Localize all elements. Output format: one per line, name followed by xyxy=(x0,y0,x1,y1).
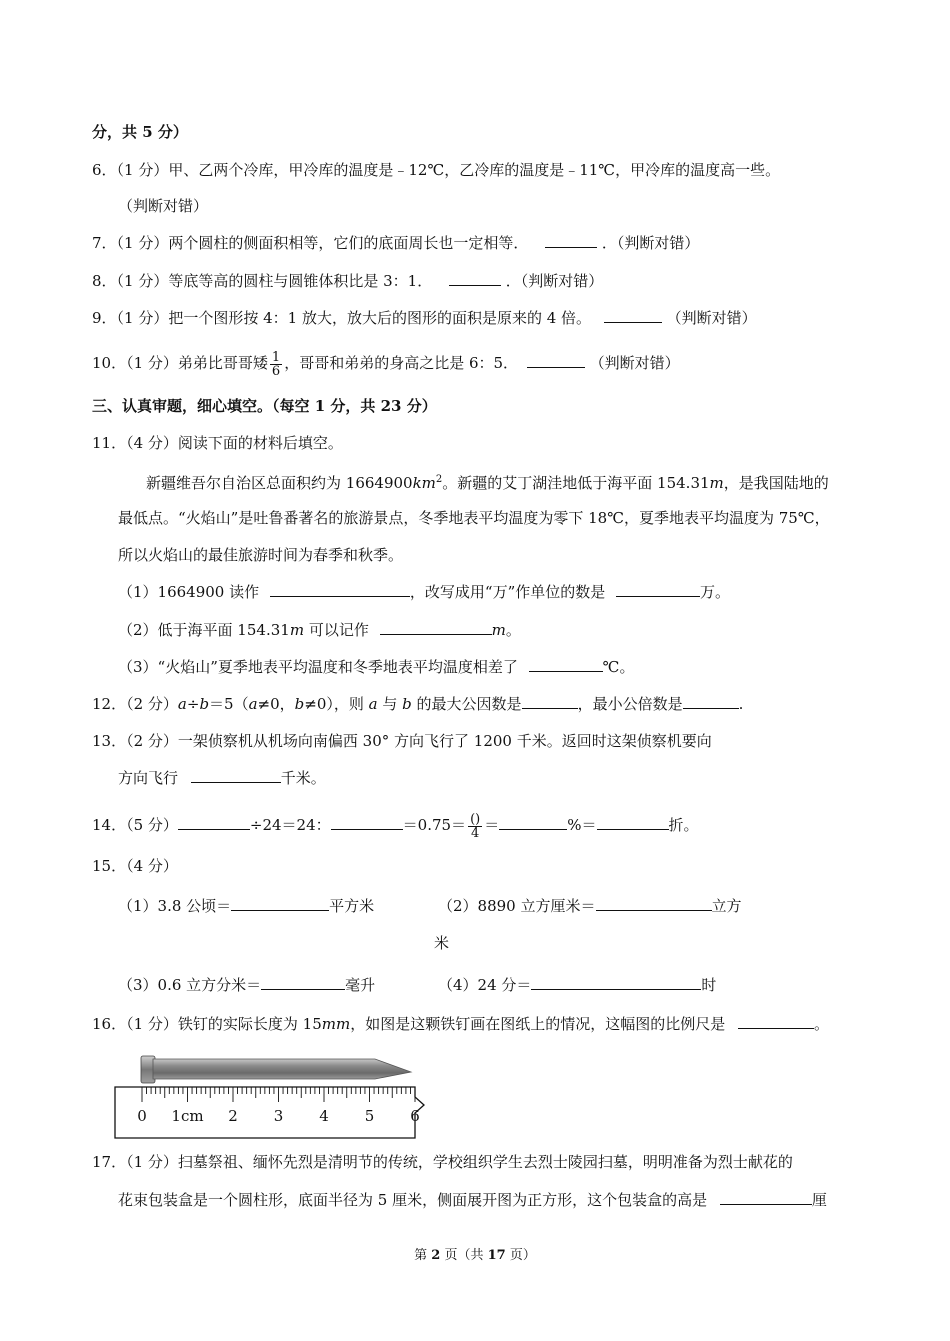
q14-eq: ＝ xyxy=(484,816,500,834)
q13-blank[interactable] xyxy=(191,768,281,783)
q11-2-text-2: 可以记作 xyxy=(304,621,369,639)
q12-and: 与 xyxy=(377,695,403,713)
q9-judge: （判断对错） xyxy=(666,309,757,327)
section-3-heading: 三、认真审题，细心填空。（每空 1 分，共 23 分） xyxy=(92,397,437,415)
q12-then: ≠0），则 xyxy=(304,695,369,713)
q15-4-blank[interactable] xyxy=(531,975,701,990)
page-total: 17 xyxy=(487,1248,506,1263)
q12-gcd-text: 的最大公因数是 xyxy=(411,695,522,713)
page-footer xyxy=(0,1244,950,1263)
ruler-body xyxy=(115,1087,424,1138)
q17-unit: 厘 xyxy=(811,1191,827,1209)
q7-text: 7．（1 分）两个圆柱的侧面积相等，它们的底面周长也一定相等． xyxy=(92,234,529,252)
q11-sub-1 xyxy=(118,582,730,602)
q10-fraction-den: 6 xyxy=(271,363,281,379)
q12-var-b: b xyxy=(199,695,210,713)
q10-text: 10．（1 分）弟弟比哥哥矮 xyxy=(92,354,268,372)
q12-lcm-text: ，最小公倍数是 xyxy=(577,695,683,713)
q12-label: 12．（2 分） xyxy=(92,695,178,713)
question-6: 6．（1 分）甲、乙两个冷库，甲冷库的温度是﹣12℃，乙冷库的温度是﹣11℃，甲冷库的温度高一些。 xyxy=(92,161,781,179)
q12-lcm-blank[interactable] xyxy=(683,694,739,709)
q15-1-unit: 平方米 xyxy=(329,897,375,915)
q16-text: 16．（1 分）铁钉的实际长度为 15 xyxy=(92,1015,322,1033)
q15-2-blank[interactable] xyxy=(596,896,712,911)
passage-text-3: ，是我国陆地的 xyxy=(723,474,829,492)
q10-fraction-num: 1 xyxy=(271,349,281,365)
q7-answer-blank[interactable] xyxy=(545,233,597,248)
q12-var-b3: b xyxy=(402,695,412,713)
q12-end: . xyxy=(738,695,744,713)
page-number: 2 xyxy=(431,1248,441,1263)
q16-blank[interactable] xyxy=(738,1014,814,1029)
question-14 xyxy=(92,811,699,840)
passage-line-1 xyxy=(146,470,829,493)
q8-answer-blank[interactable] xyxy=(449,271,501,286)
ruler-label: 3 xyxy=(273,1107,284,1125)
q14-discount: 折。 xyxy=(668,816,699,834)
q14-blank-2[interactable] xyxy=(331,815,403,830)
question-8 xyxy=(92,271,603,291)
q15-sub-4 xyxy=(438,975,716,995)
passage-line-3: 所以火焰山的最佳旅游时间为春季和秋季。 xyxy=(118,546,404,564)
q14-label: 14．（5 分） xyxy=(92,816,178,834)
ruler-label: 5 xyxy=(364,1107,375,1125)
ruler-label: 4 xyxy=(319,1107,329,1125)
q12-var-a2: a xyxy=(248,695,258,713)
q15-2-unit: 立方 xyxy=(711,897,742,915)
unit-exponent: 2 xyxy=(435,474,443,485)
q14-fraction-num: () xyxy=(470,811,481,827)
ruler-label: 6 xyxy=(410,1107,420,1125)
q16-text-2: ，如图是这颗铁钉画在图纸上的情况，这幅图的比例尺是 xyxy=(350,1015,726,1033)
q8-text: 8．（1 分）等底等高的圆柱与圆锥体积比是 3：1． xyxy=(92,272,433,290)
q11-sub-2 xyxy=(118,620,521,640)
q15-3-blank[interactable] xyxy=(261,975,345,990)
q12-var-a: a xyxy=(177,695,187,713)
q14-fraction-den: 4 xyxy=(471,825,480,841)
q12-var-a3: a xyxy=(368,695,378,713)
q11-2-text: （2）低于海平面 154.31 xyxy=(118,621,290,639)
unit-km: km xyxy=(412,474,436,492)
unit-m: m xyxy=(709,474,724,492)
q15-1-blank[interactable] xyxy=(231,896,329,911)
q8-judge: ．（判断对错） xyxy=(505,272,604,290)
q14-percent: %＝ xyxy=(567,816,597,834)
question-17-line-2 xyxy=(118,1190,827,1210)
q11-3-text: （3）“火焰山”夏季地表平均温度和冬季地表平均温度相差了 xyxy=(118,658,518,676)
question-11: 11．（4 分）阅读下面的材料后填空。 xyxy=(92,434,343,452)
q11-3-unit: ℃。 xyxy=(602,658,635,676)
question-17: 17．（1 分）扫墓祭祖、缅怀先烈是清明节的传统，学校组织学生去烈士陵园扫墓，明明准备为烈士献花的 xyxy=(92,1153,793,1171)
q11-1-text-2: ，改写成用“万”作单位的数是 xyxy=(409,583,606,601)
q14-blank-3[interactable] xyxy=(499,815,567,830)
q11-3-blank[interactable] xyxy=(529,657,603,672)
question-15: 15．（4 分） xyxy=(92,857,178,875)
q11-2-unit: m xyxy=(491,621,506,639)
q14-fraction xyxy=(468,813,482,840)
q10-answer-blank[interactable] xyxy=(527,353,585,368)
footer-pre: 第 xyxy=(414,1248,432,1263)
q10-fraction xyxy=(270,351,282,378)
passage-text-2: 。新疆的艾丁湖洼地低于海平面 154.31 xyxy=(442,474,710,492)
ruler-nail-figure xyxy=(113,1045,433,1140)
question-13-line-2 xyxy=(118,768,326,788)
q11-1-blank-a[interactable] xyxy=(270,582,410,597)
q11-1-text: （1）1664900 读作 xyxy=(118,583,260,601)
q11-2-blank[interactable] xyxy=(380,620,492,635)
passage-text-1: 新疆维吾尔自治区总面积约为 1664900 xyxy=(146,474,413,492)
passage-line-2: 最低点。“火焰山”是吐鲁番著名的旅游景点，冬季地表平均温度为零下 18℃，夏季地表平均温度为 75℃， xyxy=(118,509,830,527)
q15-2-text: （2）8890 立方厘米＝ xyxy=(438,897,596,915)
question-6-judge: （判断对错） xyxy=(118,197,209,215)
q11-sub-3 xyxy=(118,657,634,677)
q16-unit: mm xyxy=(321,1015,351,1033)
q11-1-unit: 万。 xyxy=(700,583,731,601)
q12-div: ÷ xyxy=(186,695,200,713)
q16-end: 。 xyxy=(814,1015,830,1033)
q13-text: 方向飞行 xyxy=(118,769,179,787)
q11-2-unit-m: m xyxy=(289,621,305,639)
ruler-label: 1cm xyxy=(171,1107,204,1125)
q15-1-text: （1）3.8 公顷＝ xyxy=(118,897,232,915)
nail-image xyxy=(141,1056,411,1083)
q12-gcd-blank[interactable] xyxy=(522,694,578,709)
q12-var-b2: b xyxy=(294,695,305,713)
ruler-label: 2 xyxy=(228,1107,238,1125)
q17-blank[interactable] xyxy=(720,1190,812,1205)
q9-text: 9．（1 分）把一个图形按 4：1 放大，放大后的图形的面积是原来的 4 倍。 xyxy=(92,309,592,327)
q17-text: 花束包装盒是一个圆柱形，底面半径为 5 厘米，侧面展开图为正方形，这个包装盒的高是 xyxy=(118,1191,708,1209)
q15-sub-3 xyxy=(118,975,375,995)
question-7 xyxy=(92,233,699,253)
q10-text-2: ，哥哥和弟弟的身高之比是 6：5． xyxy=(284,354,519,372)
footer-post: 页） xyxy=(505,1248,536,1263)
q15-2-unit-wrap: 米 xyxy=(434,934,450,952)
q14-blank-4[interactable] xyxy=(597,815,669,830)
q11-2-end: 。 xyxy=(505,621,521,639)
question-13: 13．（2 分）一架侦察机从机场向南偏西 30° 方向飞行了 1200 千米。返回时这架侦察机要向 xyxy=(92,732,712,750)
q13-unit: 千米。 xyxy=(280,769,326,787)
q7-judge: ．（判断对错） xyxy=(601,234,700,252)
q10-judge: （判断对错） xyxy=(589,354,680,372)
q15-3-text: （3）0.6 立方分米＝ xyxy=(118,976,262,994)
q14-text-2: ＝0.75＝ xyxy=(402,816,467,834)
question-16 xyxy=(92,1014,829,1034)
section-tail: 分，共 5 分） xyxy=(92,123,188,141)
q12-eq: ＝5（ xyxy=(209,695,249,713)
q15-3-unit: 毫升 xyxy=(345,976,376,994)
q14-blank-1[interactable] xyxy=(178,815,250,830)
q15-sub-1 xyxy=(118,896,374,916)
ruler-label: 0 xyxy=(137,1107,147,1125)
q15-4-unit: 时 xyxy=(701,976,717,994)
q11-1-blank-b[interactable] xyxy=(616,582,700,597)
question-12 xyxy=(92,694,743,714)
q15-4-text: （4）24 分＝ xyxy=(438,976,532,994)
q12-neq: ≠0， xyxy=(257,695,295,713)
footer-mid: 页（共 xyxy=(440,1248,488,1263)
q14-text-1: ÷24＝24： xyxy=(249,816,331,834)
q9-answer-blank[interactable] xyxy=(604,308,662,323)
question-9 xyxy=(92,308,757,328)
question-10 xyxy=(92,349,680,378)
q15-sub-2 xyxy=(438,896,742,916)
